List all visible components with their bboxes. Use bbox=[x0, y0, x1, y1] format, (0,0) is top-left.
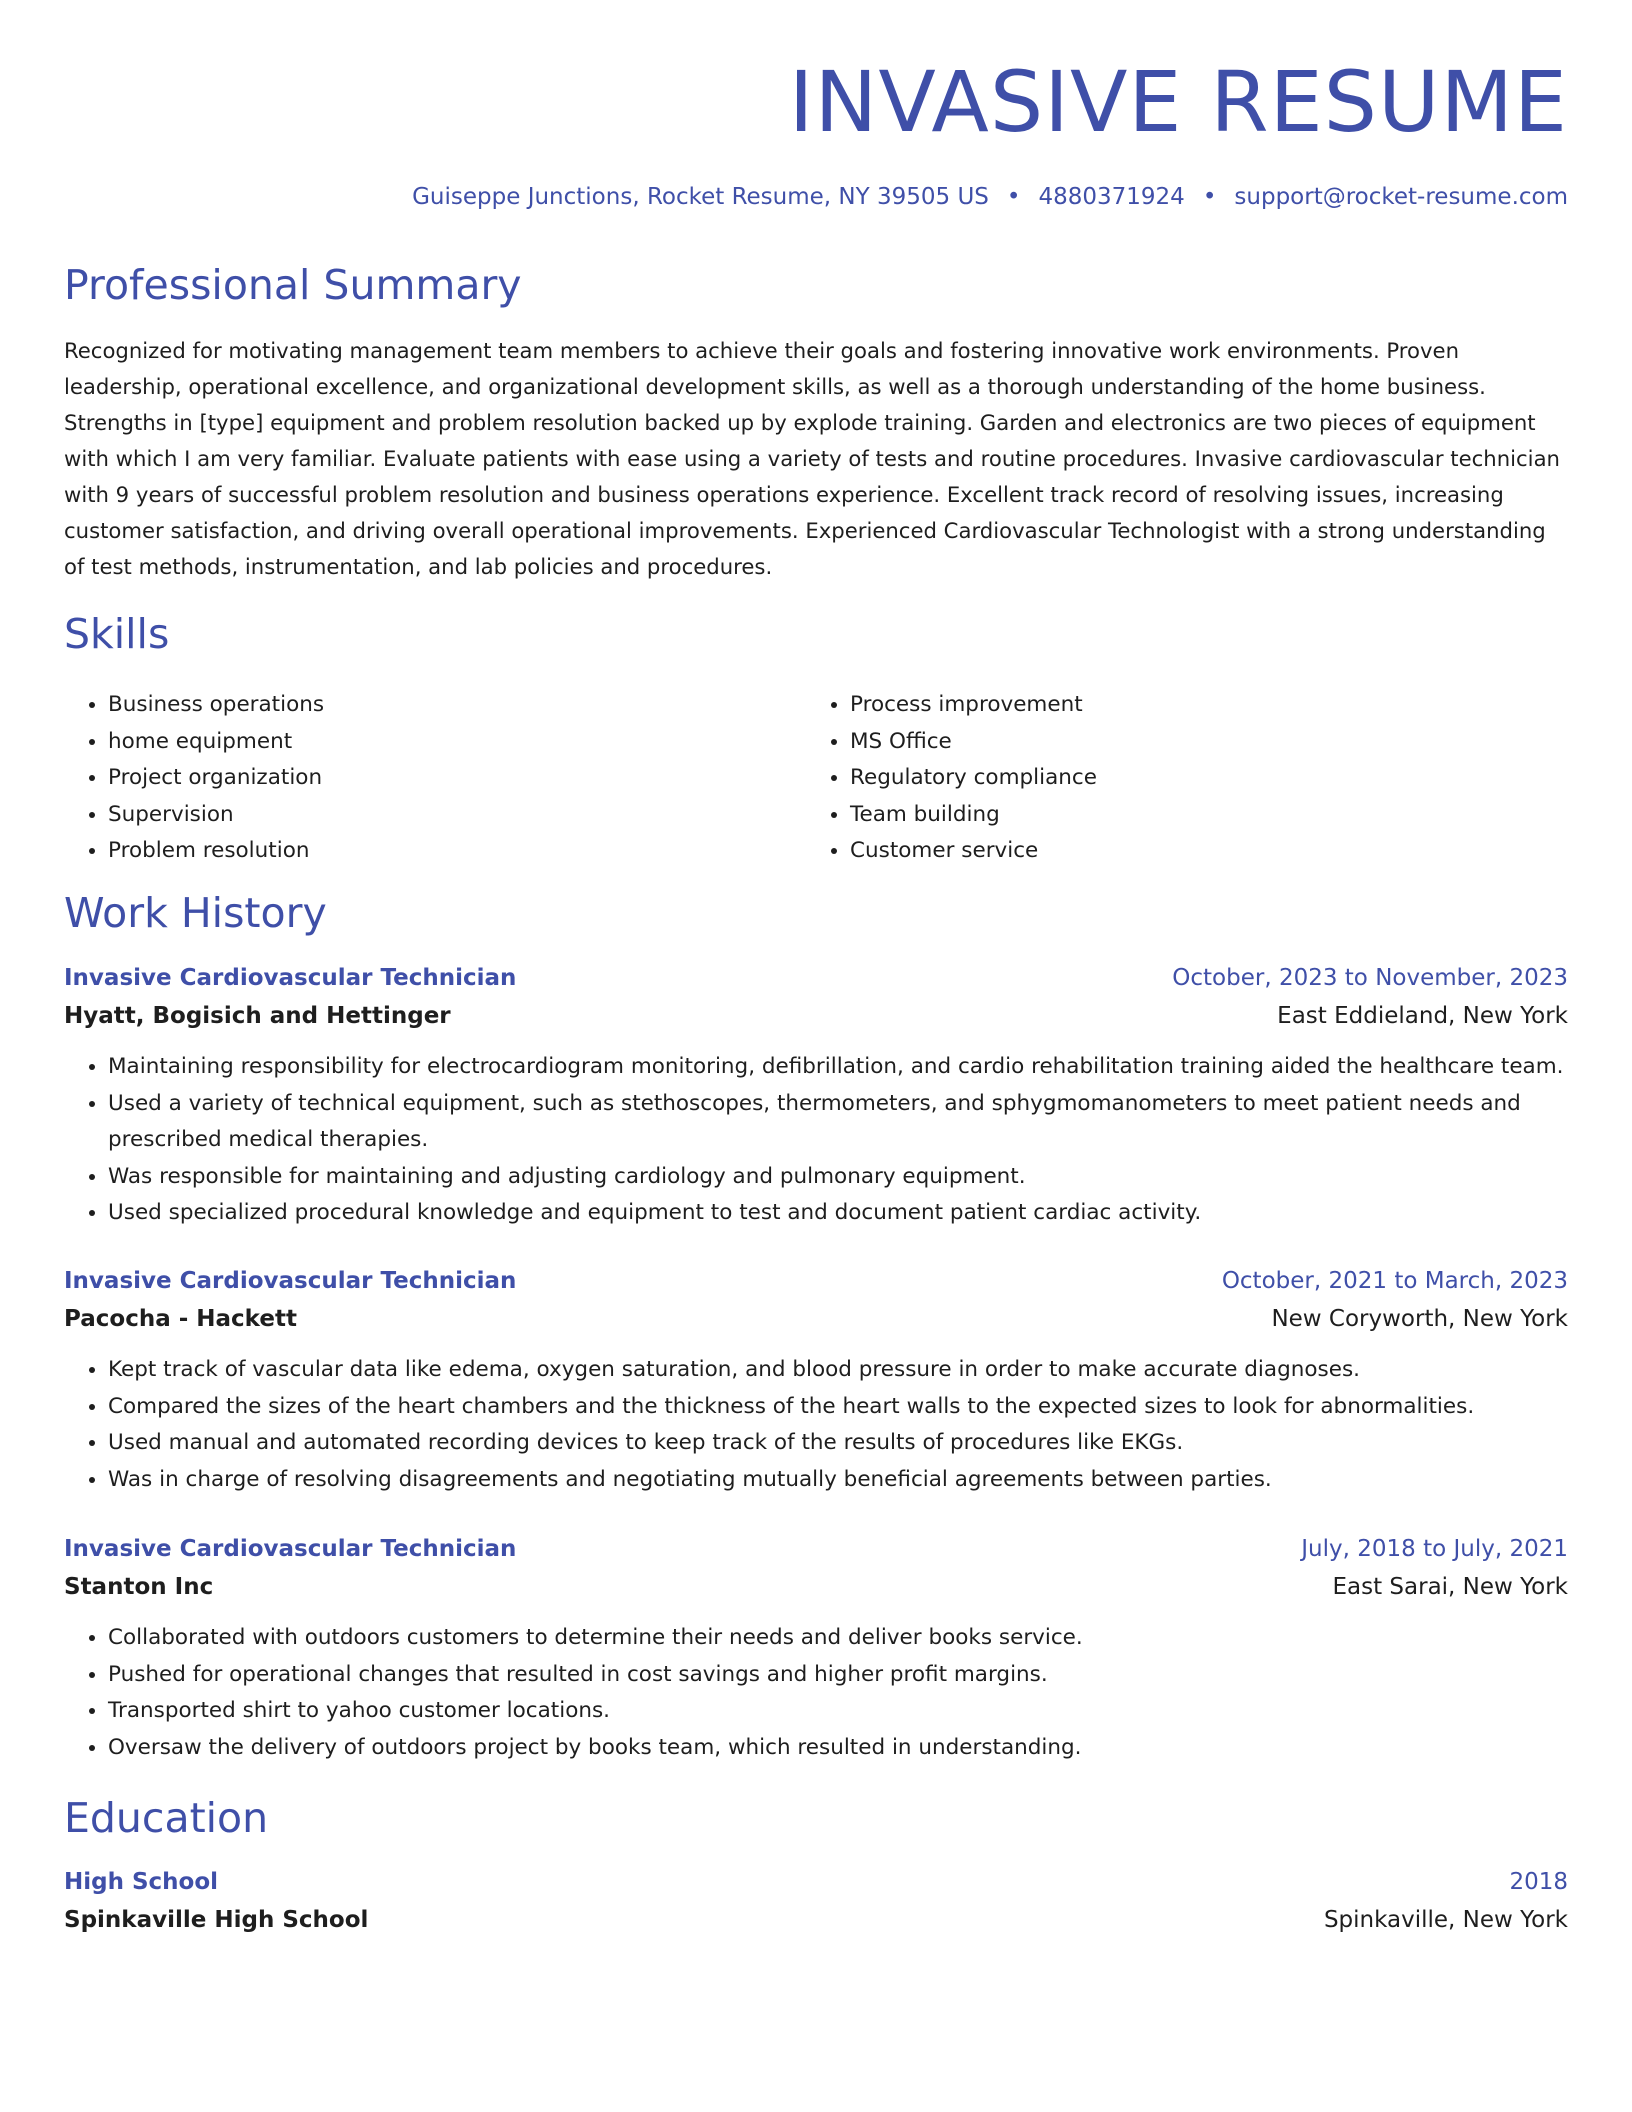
education-degree: High School bbox=[64, 1869, 219, 1895]
job-bullet: • Used a variety of technical equipment, such as stethoscopes, thermometers, and sphygmomanometers to meet patient needs and prescribed medical therapies. bbox=[108, 1086, 1568, 1159]
contact-address: Guiseppe Junctions, Rocket Resume, NY 39505 US bbox=[412, 184, 989, 210]
job-title: Invasive Cardiovascular Technician bbox=[64, 1268, 517, 1294]
job-bullet: • Was responsible for maintaining and adjusting cardiology and pulmonary equipment. bbox=[108, 1159, 1568, 1196]
skill-item: • Customer service bbox=[850, 833, 1097, 870]
job-bullets bbox=[64, 1049, 1568, 1232]
skill-item: • Supervision bbox=[108, 797, 324, 834]
education-school: Spinkaville High School bbox=[64, 1907, 369, 1933]
job-bullet: • Pushed for operational changes that resulted in cost savings and higher profit margins. bbox=[108, 1657, 1568, 1694]
job-bullet: • Used specialized procedural knowledge and equipment to test and document patient cardiac activity. bbox=[108, 1195, 1568, 1232]
job-entry bbox=[64, 959, 1568, 1232]
job-bullet: • Transported shirt to yahoo customer locations. bbox=[108, 1693, 1568, 1730]
job-entry bbox=[64, 1262, 1568, 1498]
skills-column-1 bbox=[64, 687, 324, 870]
section-title-education: Education bbox=[64, 1794, 269, 1842]
section-title-summary: Professional Summary bbox=[64, 261, 522, 309]
job-bullet: • Collaborated with outdoors customers to determine their needs and deliver books service. bbox=[108, 1620, 1568, 1657]
contact-separator: • bbox=[1202, 184, 1217, 210]
job-location: East Eddieland, New York bbox=[1277, 1003, 1568, 1029]
job-bullet: • Oversaw the delivery of outdoors project by books team, which resulted in understanding. bbox=[108, 1730, 1568, 1767]
job-bullet: • Compared the sizes of the heart chambers and the thickness of the heart walls to the expected sizes to look for abnormalities. bbox=[108, 1389, 1568, 1426]
job-bullet: • Kept track of vascular data like edema, oxygen saturation, and blood pressure in order to make accurate diagnoses. bbox=[108, 1352, 1568, 1389]
job-bullet: • Was in charge of resolving disagreements and negotiating mutually beneficial agreements between parties. bbox=[108, 1462, 1568, 1499]
education-location: Spinkaville, New York bbox=[1323, 1907, 1568, 1933]
job-bullet: • Maintaining responsibility for electrocardiogram monitoring, defibrillation, and cardio rehabilitation training aided the healthcare team. bbox=[108, 1049, 1568, 1086]
job-entry bbox=[64, 1530, 1568, 1766]
job-dates: July, 2018 to July, 2021 bbox=[1301, 1536, 1568, 1562]
job-company: Hyatt, Bogisich and Hettinger bbox=[64, 1003, 451, 1029]
contact-email: support@rocket-resume.com bbox=[1234, 184, 1568, 210]
job-title: Invasive Cardiovascular Technician bbox=[64, 965, 517, 991]
contact-line bbox=[412, 180, 1568, 214]
job-bullets bbox=[64, 1620, 1568, 1766]
job-dates: October, 2021 to March, 2023 bbox=[1221, 1268, 1568, 1294]
skill-item: • Project organization bbox=[108, 760, 324, 797]
skill-item: • Problem resolution bbox=[108, 833, 324, 870]
job-company: Stanton Inc bbox=[64, 1574, 214, 1600]
job-title: Invasive Cardiovascular Technician bbox=[64, 1536, 517, 1562]
section-title-skills: Skills bbox=[64, 610, 170, 658]
skills-column-2 bbox=[806, 687, 1097, 870]
section-title-work-history: Work History bbox=[64, 889, 327, 937]
skill-item: • Process improvement bbox=[850, 687, 1097, 724]
skill-item: • home equipment bbox=[108, 724, 324, 761]
resume-name: INVASIVE RESUME bbox=[788, 53, 1568, 151]
education-entry bbox=[64, 1863, 1568, 1939]
contact-separator: • bbox=[1006, 184, 1021, 210]
job-bullets bbox=[64, 1352, 1568, 1498]
skill-item: • Regulatory compliance bbox=[850, 760, 1097, 797]
skill-item: • Business operations bbox=[108, 687, 324, 724]
job-company: Pacocha - Hackett bbox=[64, 1306, 297, 1332]
contact-phone: 4880371924 bbox=[1038, 184, 1185, 210]
job-bullet: • Used manual and automated recording devices to keep track of the results of procedures like EKGs. bbox=[108, 1425, 1568, 1462]
education-year: 2018 bbox=[1509, 1869, 1568, 1895]
skill-item: • Team building bbox=[850, 797, 1097, 834]
job-location: New Coryworth, New York bbox=[1271, 1306, 1568, 1332]
job-location: East Sarai, New York bbox=[1332, 1574, 1568, 1600]
skill-item: • MS Office bbox=[850, 724, 1097, 761]
summary-text: Recognized for motivating management team members to achieve their goals and fostering innovative work environments. Proven leadership, operational excellence, and organizational development skills, as well as a thorough understanding of the home business. Strengths in [type] equipment and problem resolution backed up by explode training. Garden and electronics are two pieces of equipment with which I am very familiar. Evaluate patients with ease using a variety of tests and routine procedures. Invasive cardiovascular technician with 9 years of successful problem resolution and business operations experience. Excellent track record of resolving issues, increasing customer satisfaction, and driving overall operational improvements. Experienced Cardiovascular Technologist with a strong understanding of test methods, instrumentation, and lab policies and procedures. bbox=[64, 338, 1560, 579]
job-dates: October, 2023 to November, 2023 bbox=[1172, 965, 1568, 991]
